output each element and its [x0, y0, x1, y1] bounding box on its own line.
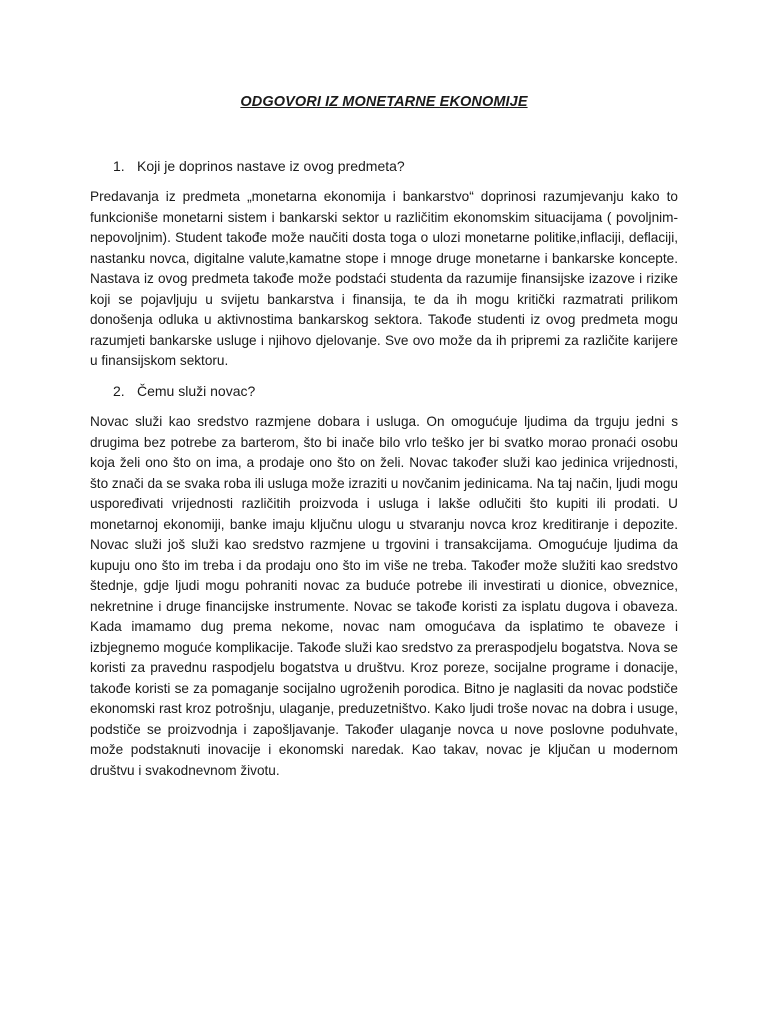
question-text: Čemu služi novac?: [137, 383, 256, 399]
answer-paragraph-2: Novac služi kao sredstvo razmjene dobara i usluga. On omogućuje ljudima da trguju jedni s drugima bez potrebe za barterom, što bi inače bilo vrlo teško jer bi svatko morao pronaći osobu koja želi ono što on ima, a prodaje ono što on želi. Novac također služi kao jedinica vrijednosti, što znači da se svaka roba ili usluga može izraziti u novčanim jedinicama. Na taj način, ljudi mogu uspoređivati vrijednosti različitih proizvoda i usluga i lakše odlučiti što kupiti ili prodati. U monetarnoj ekonomiji, banke imaju ključnu ulogu u stvaranju novca kroz kreditiranje i depozite. Novac služi još služi kao sredstvo razmjene u trgovini i transakcijama. Omogućuje ljudima da kupuju ono što im treba i da prodaju ono što im više ne treba. Također može služiti kao sredstvo štednje, gdje ljudi mogu pohraniti novac za buduće potrebe ili investirati u dionice, obveznice, nekretnine i druge financijske instrumente. Novac se takođe koristi za isplatu dugova i obaveza. Kada imamamo dug prema nekome, novac nam omogućava da isplatimo te obaveze i izbjegnemo moguće komplikacije. Takođe služi kao sredstvo za preraspodjelu bogatstva. Nova se koristi za pravednu raspodjelu bogatstva u društvu. Kroz poreze, socijalne programe i donacije, takođe koristi se za pomaganje socijalno ugroženih porodica. Bitno je naglasiti da novac podstiče ekonomski rast kroz potrošnju, ulaganje, preduzetništvo. Kako ljudi troše novac na dobra i usuge, podstiče se proizvodnja i zapošljavanje. Također ulaganje novca u nove poslovne poduhvate, može podstaknuti inovacije i ekonomski naredak. Kao takav, novac je ključan u modernom društvu i svakodnevnom životu.: [90, 414, 678, 778]
answer-paragraph-1: Predavanja iz predmeta „monetarna ekonomija i bankarstvo“ doprinosi razumjevanju kako to funkcioniše monetarni sistem i bankarski sektor u različitim ekonomskim situacijama ( povoljnim-nepovoljnim). Student takođe može naučiti dosta toga o ulozi monetarne politike,inflaciji, deflaciji, nastanku novca, digitalne valute,kamatne stope i mnoge druge monetarne i bankarske koncepte. Nastava iz ovog predmeta takođe može podstaći studenta da razumije finansijske izazove i rizike koji se pojavljuju u svijetu bankarstva i finansija, te da ih mogu kritički razmatrati prilikom donošenja odluka u aktivnostima bankarskog sektora. Takođe studenti iz ovog predmeta mogu razumjeti bankarske usluge i njihovo djelovanje. Sve ovo može da ih pripremi za različite karijere u finansijskom sektoru.: [90, 189, 678, 368]
question-number: 2.: [113, 383, 125, 399]
question-text: Koji je doprinos nastave iz ovog predmeta?: [137, 158, 405, 174]
question-1: [113, 156, 405, 176]
question-number: 1.: [113, 158, 125, 174]
question-2: [113, 381, 255, 401]
document-title: ODGOVORI IZ MONETARNE EKONOMIJE: [240, 94, 528, 110]
